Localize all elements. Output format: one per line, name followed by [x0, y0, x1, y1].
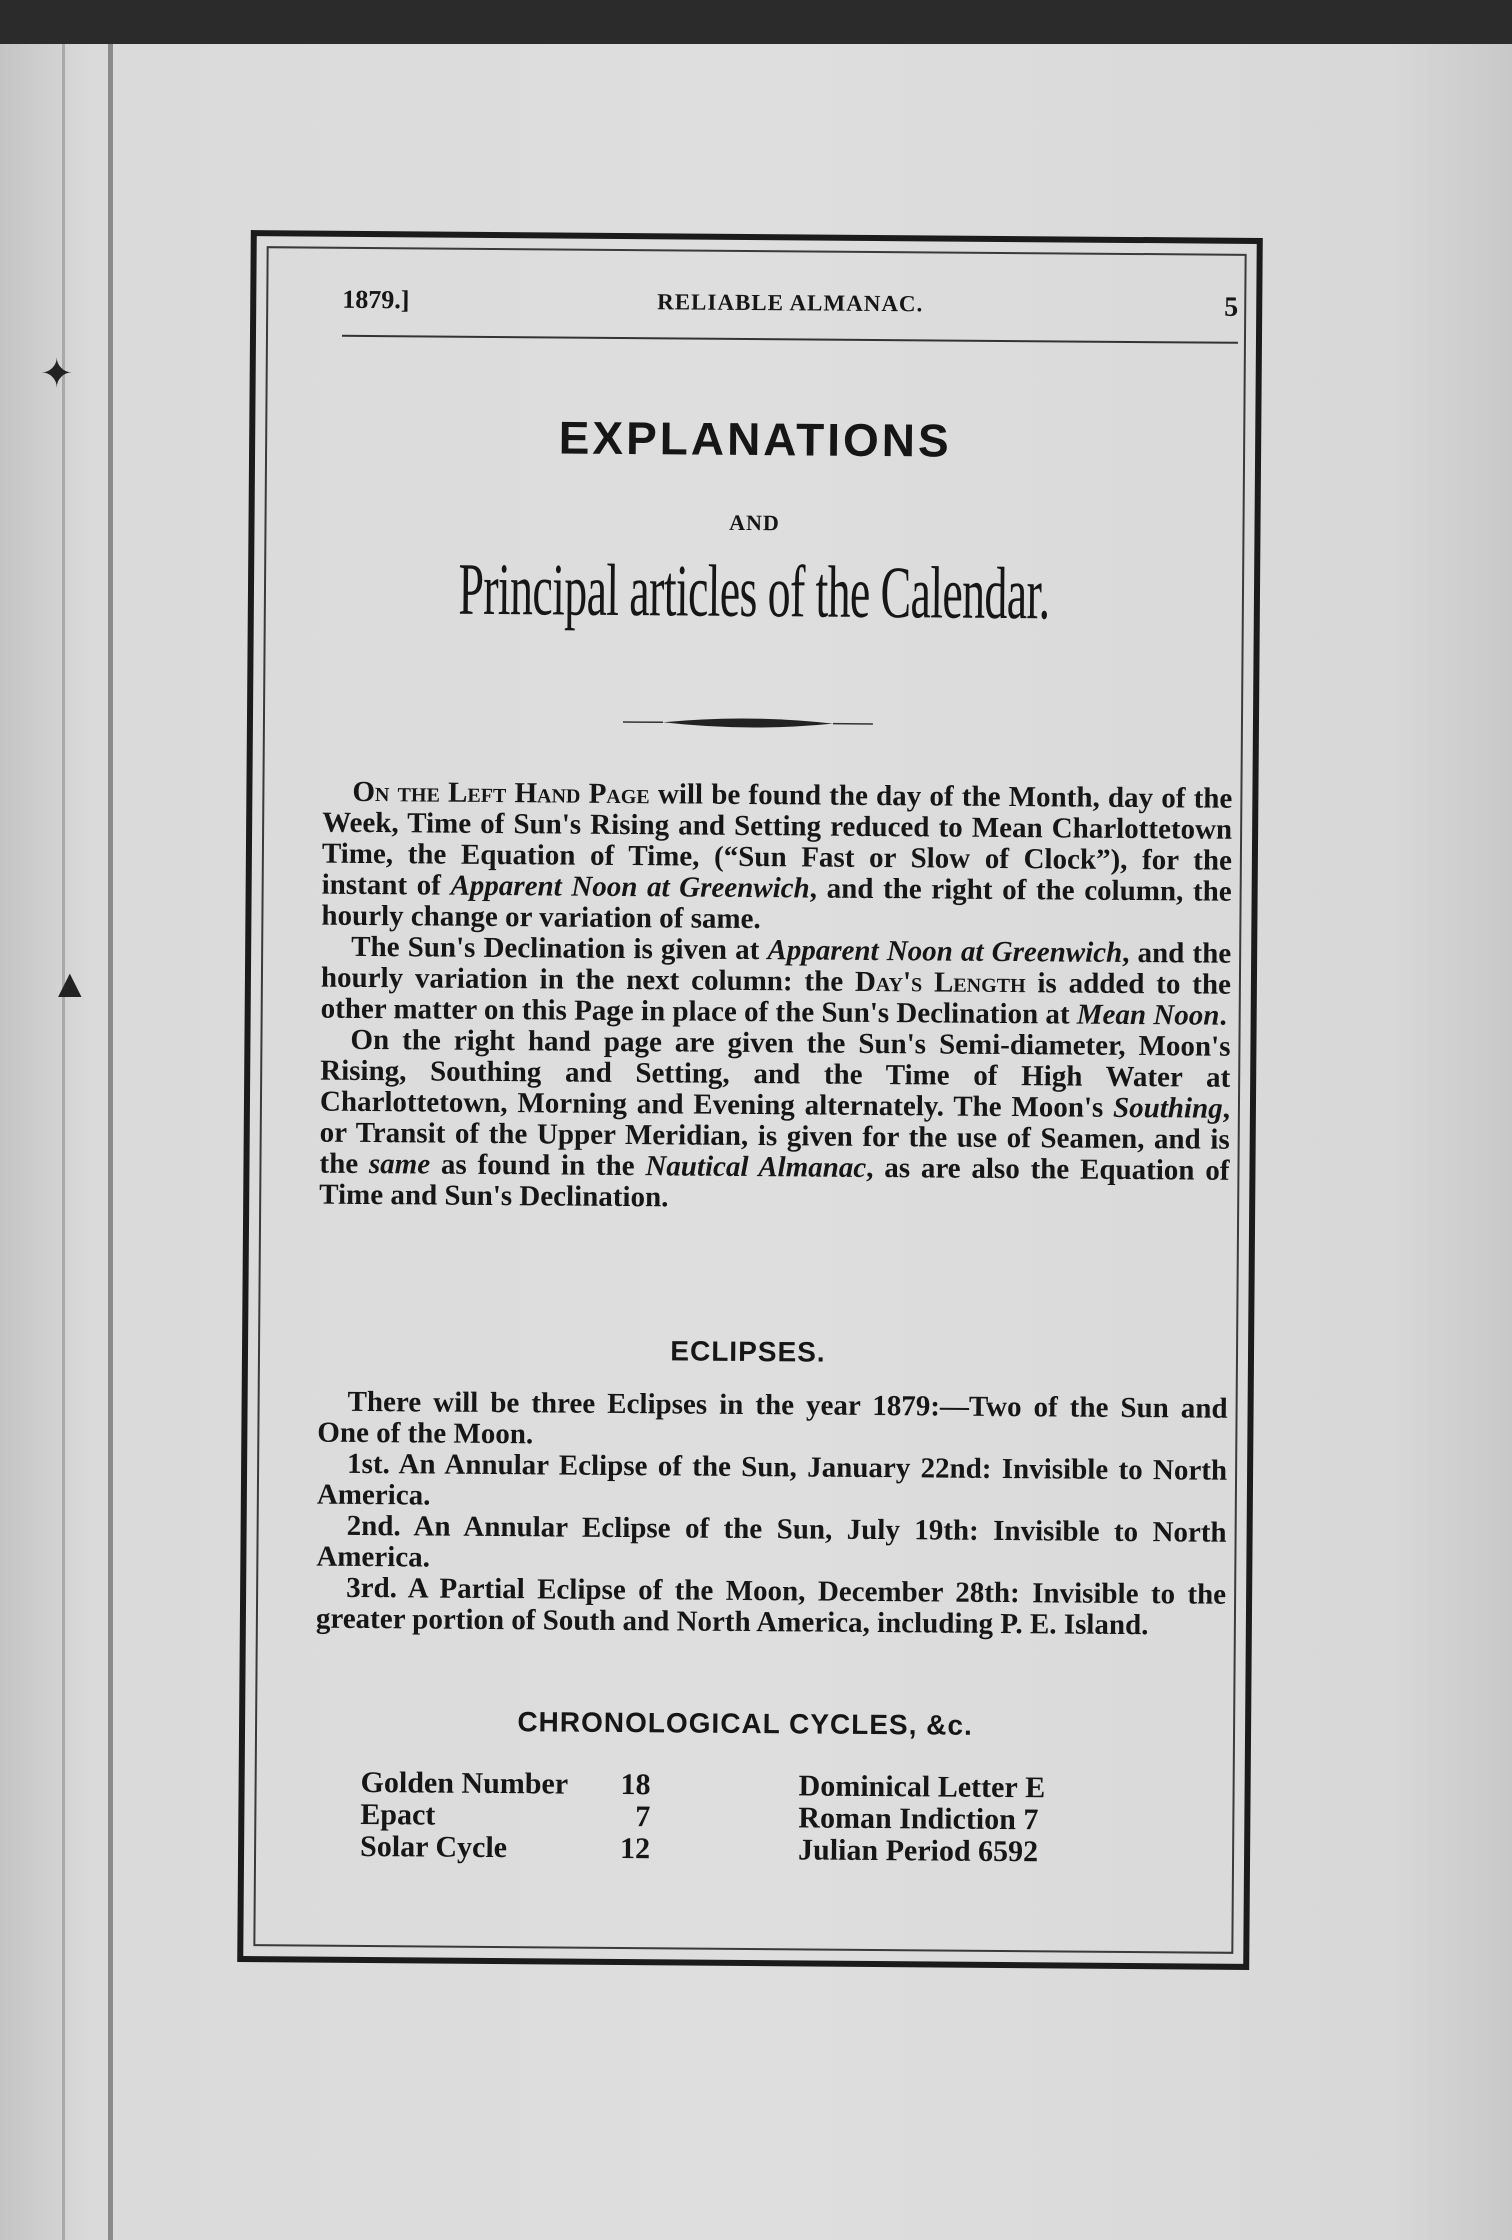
eclipse-item: 2nd. An Annular Eclipse of the Sun, July 19th: Invisible to North America.	[316, 1509, 1227, 1574]
cycle-value: 12	[619, 1832, 651, 1866]
cycle-label: Golden Number	[360, 1765, 569, 1801]
eclipses-intro: There will be three Eclipses in the year 1879:—Two of the Sun and One of the Moon.	[317, 1385, 1228, 1451]
text-run: The Sun's Declination is given at	[351, 930, 768, 967]
scan-top-edge	[0, 0, 1512, 48]
cycles-heading: CHRONOLOGICAL CYCLES, &c.	[517, 1706, 973, 1741]
page-number: 5	[1224, 291, 1239, 323]
header-title: RELIABLE ALMANAC.	[657, 289, 924, 317]
text-run: .	[1219, 999, 1227, 1032]
cycles-right	[798, 1770, 1045, 1868]
cycle-label: Epact	[360, 1797, 436, 1832]
text-run: On the right hand page are given the Sun's Semi-diameter, Moon's Rising, Southing and Setting, and the Time of High Water at Charlottetown, Morning and Evening alternately. The Moon's	[319, 1023, 1231, 1124]
text-run: , or Transit of the Upper Meridian, is given for the use of Seamen, and is the	[319, 1092, 1231, 1181]
italic-run: same	[368, 1148, 431, 1181]
text-run: , and the hourly variation in the next column: the	[320, 936, 1232, 998]
eclipse-item: 1st. An Annular Eclipse of the Sun, January 22nd: Invisible to North America.	[316, 1447, 1228, 1512]
cycle-value: 18	[620, 1768, 651, 1802]
lead-in: On the Left Hand Page	[352, 775, 650, 811]
italic-run: Apparent Noon at Greenwich	[450, 869, 810, 905]
page-frame	[237, 230, 1263, 1970]
cycle-row	[798, 1770, 1045, 1804]
ornament-divider	[623, 715, 873, 731]
binding-stain: ▲	[50, 961, 90, 1006]
explanation-paragraph	[321, 777, 1232, 939]
smallcaps-run: Day's Length	[854, 965, 1026, 1000]
cycle-value: 7	[1023, 1803, 1039, 1837]
text-run: will be found the day of the Month, day of the Week, Time of Sun's Rising and Setting reduced to Mean Charlottetown Time, the Equation of Time, (“Sun Fast or Slow of Clock”), for the instant of	[321, 778, 1233, 902]
eclipses-text	[316, 1387, 1228, 1642]
eclipse-item: 3rd. A Partial Eclipse of the Moon, December 28th: Invisible to the greater portion of South and North America, including P. E. Island.	[315, 1571, 1227, 1642]
italic-run: Southing	[1112, 1091, 1223, 1125]
italic-run: Nautical Almanac	[645, 1150, 867, 1184]
page-subtitle: Principal articles of the Calendar.	[458, 548, 1050, 636]
title-connector: AND	[729, 509, 780, 536]
explanation-paragraph	[319, 1025, 1230, 1218]
page-title: EXPLANATIONS	[558, 411, 952, 467]
cycle-value: 6592	[977, 1834, 1039, 1869]
eclipses-heading: ECLIPSES.	[670, 1335, 826, 1368]
cycle-value: 7	[635, 1800, 651, 1834]
cycle-row	[798, 1834, 1045, 1868]
text-run: , and the right of the column, the hourly change or variation of same.	[321, 872, 1232, 936]
header-year: 1879.]	[342, 284, 410, 315]
explanation-paragraph	[321, 932, 1232, 1032]
cycle-row	[360, 1767, 650, 1801]
cycle-row	[360, 1831, 650, 1865]
cycle-label: Solar Cycle	[359, 1829, 508, 1865]
text-run: is added to the other matter on this Page in place of the Sun's Declination at	[320, 967, 1232, 1031]
explanations-text	[319, 777, 1232, 1218]
cycle-row	[798, 1802, 1045, 1836]
cycle-label: Roman Indiction	[798, 1801, 1017, 1837]
cycle-label: Dominical Letter	[798, 1769, 1018, 1805]
cycle-value: E	[1025, 1771, 1046, 1805]
italic-run: Mean Noon	[1076, 998, 1220, 1032]
cycle-label: Julian Period	[797, 1833, 971, 1868]
text-run: as found in the	[430, 1148, 646, 1183]
italic-run: Apparent Noon at Greenwich	[767, 934, 1123, 969]
binding-stain: ✦	[40, 351, 74, 396]
cycle-row	[360, 1799, 650, 1833]
running-header	[342, 285, 1238, 332]
text-run: , as are also the Equation of Time and Sun's Declination.	[319, 1151, 1230, 1214]
cycles-left	[360, 1767, 651, 1865]
binding-fold	[108, 44, 113, 2240]
